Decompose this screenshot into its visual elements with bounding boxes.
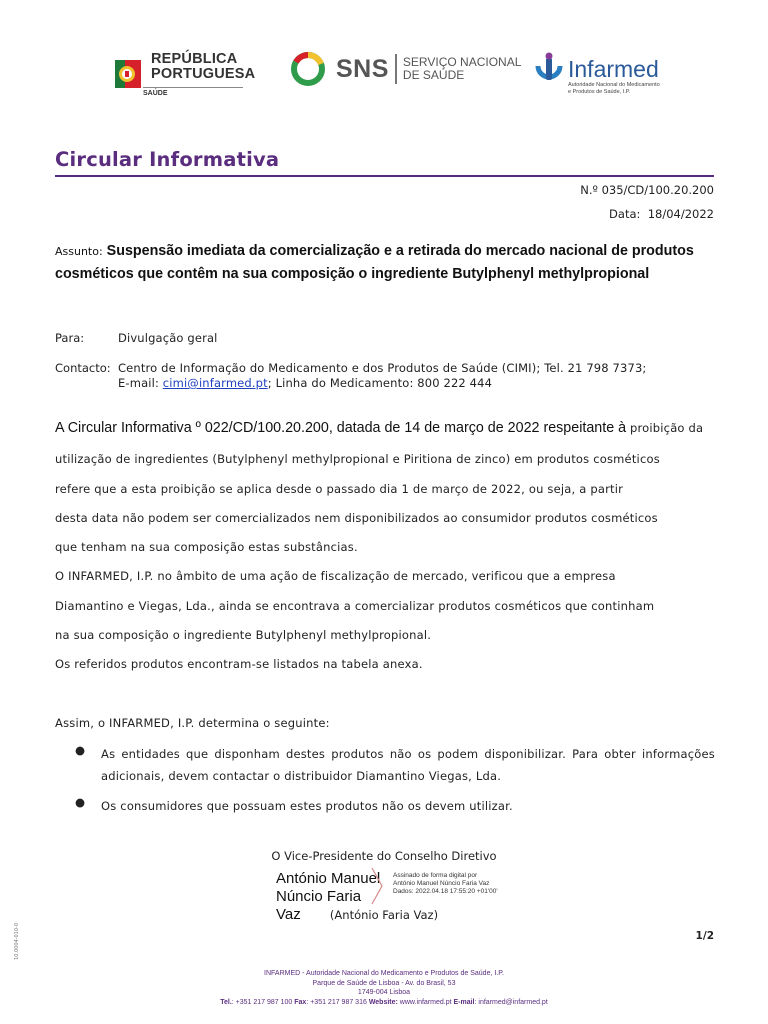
sns-logo-ring-icon [290, 52, 328, 86]
body-lead-line [55, 420, 715, 436]
sns-divider [395, 54, 397, 84]
footer-tel-label: Tel. [220, 998, 232, 1006]
republica-portuguesa-logo [115, 52, 255, 97]
contacto-label: Contacto: [55, 361, 111, 375]
infarmed-name: Infarmed [568, 55, 659, 82]
footer-tel: : +351 217 987 100 [231, 998, 295, 1006]
signature-name-line1: António Manuel [276, 870, 381, 887]
body-lead-rest: proibição da [626, 421, 704, 435]
contacto-email-prefix: E-mail: [118, 376, 163, 390]
determina-line: Assim, o INFARMED, I.P. determina o seguinte: [55, 716, 330, 730]
body-lead: A Circular Informativa º 022/CD/100.20.200, datada de 14 de março de 2022 respeitante à [55, 420, 627, 436]
subject [55, 240, 715, 286]
para-value: Divulgação geral [118, 331, 218, 345]
infarmed-sub-line2: e Produtos de Saúde, I.P. [568, 89, 631, 95]
footer-line3: 1749-004 Lisboa [357, 989, 411, 996]
sns-logo [290, 52, 521, 86]
body-line: utilização de ingredientes (Butylphenyl methylpropional e Piritiona de zinco) em produtos cosméticos [55, 452, 660, 466]
body-line: na sua composição o ingrediente Butylphenyl methylpropional. [55, 628, 432, 642]
sns-line2: DE SAÚDE [402, 68, 465, 82]
bullet-item [75, 795, 715, 817]
contacto-email-link[interactable]: cimi@infarmed.pt [162, 376, 268, 390]
circular-date [609, 207, 714, 221]
digital-signature-stamp [393, 872, 533, 896]
circular-number: N.º 035/CD/100.20.200 [580, 183, 714, 197]
stamp-line2: António Manuel Núncio Faria Vaz [393, 880, 490, 887]
footer-contacts [0, 998, 768, 1008]
footer-email-link[interactable]: : infarmed@infarmed.pt [474, 998, 548, 1006]
infarmed-logo [534, 52, 660, 95]
title-rule [55, 175, 714, 177]
bullet-text: As entidades que disponham destes produtos não os podem disponibilizar. Para obter informações adicionais, devem contactar o distribuidor Diamantino Viegas, Lda. [101, 747, 715, 783]
signature-printed-name: (António Faria Vaz) [329, 908, 439, 922]
sns-acronym: SNS [336, 54, 389, 83]
para-label: Para: [55, 331, 85, 345]
footer [0, 969, 768, 1007]
page-number: 1/2 [695, 930, 714, 942]
rp-sub: SAÚDE [143, 87, 243, 97]
infarmed-logo-mark-icon [534, 52, 564, 86]
subject-text: Suspensão imediata da comercialização e a retirada do mercado nacional de produtos cosméticos que contêm na sua composição o ingrediente Butylphenyl methylpropional [55, 243, 694, 282]
rp-line2: PORTUGUESA [151, 66, 256, 82]
bullet-text: Os consumidores que possuam estes produtos não os devem utilizar. [101, 799, 513, 813]
footer-web-link[interactable]: www.infarmed.pt [397, 998, 454, 1006]
body-line: O INFARMED, I.P. no âmbito de uma ação de fiscalização de mercado, verificou que a empresa [55, 569, 616, 583]
body-line: Diamantino e Viegas, Lda., ainda se encontrava a comercializar produtos cosméticos que continham [55, 599, 655, 613]
date-value: 18/04/2022 [647, 207, 714, 221]
signature-divider-icon [370, 866, 384, 906]
footer-email-label: E-mail [453, 998, 475, 1006]
bullet-dot-icon: ● [75, 795, 86, 809]
footer-web-label: Website: [368, 998, 398, 1006]
date-label: Data: [609, 207, 641, 221]
side-code: 10.0004-010-0 [14, 922, 20, 960]
infarmed-sub-line1: Autoridade Nacional do Medicamento [568, 82, 660, 88]
document-title: Circular Informativa [55, 148, 280, 171]
footer-line2: Parque de Saúde de Lisboa - Av. do Brasil, 53 [312, 979, 456, 987]
body-line: Os referidos produtos encontram-se listados na tabela anexa. [55, 657, 423, 671]
footer-fax-label: Fax [294, 998, 307, 1006]
stamp-line3: Dados: 2022.04.18 17:55:20 +01'00' [393, 888, 498, 895]
sns-line1: SERVIÇO NACIONAL [402, 55, 522, 69]
contacto-line2 [118, 376, 718, 391]
signature-name-line2: Núncio Faria Vaz [276, 888, 362, 923]
rp-line1: REPÚBLICA [151, 51, 238, 67]
signature-role: O Vice-Presidente do Conselho Diretivo [271, 849, 497, 863]
contacto-line2-rest: ; Linha do Medicamento: 800 222 444 [267, 376, 493, 390]
republica-portuguesa-emblem-icon [115, 58, 143, 92]
bullet-dot-icon: ● [75, 743, 86, 757]
body-line: refere que a esta proibição se aplica desde o passado dia 1 de março de 2022, ou seja, a partir [55, 482, 624, 496]
footer-fax: : +351 217 987 316 [306, 998, 369, 1006]
subject-label: Assunto: [55, 245, 103, 258]
contacto-value [118, 361, 718, 391]
footer-line1: INFARMED - Autoridade Nacional do Medicamento e Produtos de Saúde, I.P. [264, 970, 504, 977]
body-line: que tenham na sua composição estas substâncias. [55, 540, 358, 554]
bullet-item [75, 743, 715, 787]
infarmed-subtitle [568, 82, 688, 96]
body-line: desta data não podem ser comercializados nem disponibilizados ao consumidor produtos cosméticos [55, 511, 658, 525]
stamp-line1: Assinado de forma digital por [393, 872, 478, 879]
contacto-line1: Centro de Informação do Medicamento e dos Produtos de Saúde (CIMI); Tel. 21 798 7373; [118, 361, 647, 375]
